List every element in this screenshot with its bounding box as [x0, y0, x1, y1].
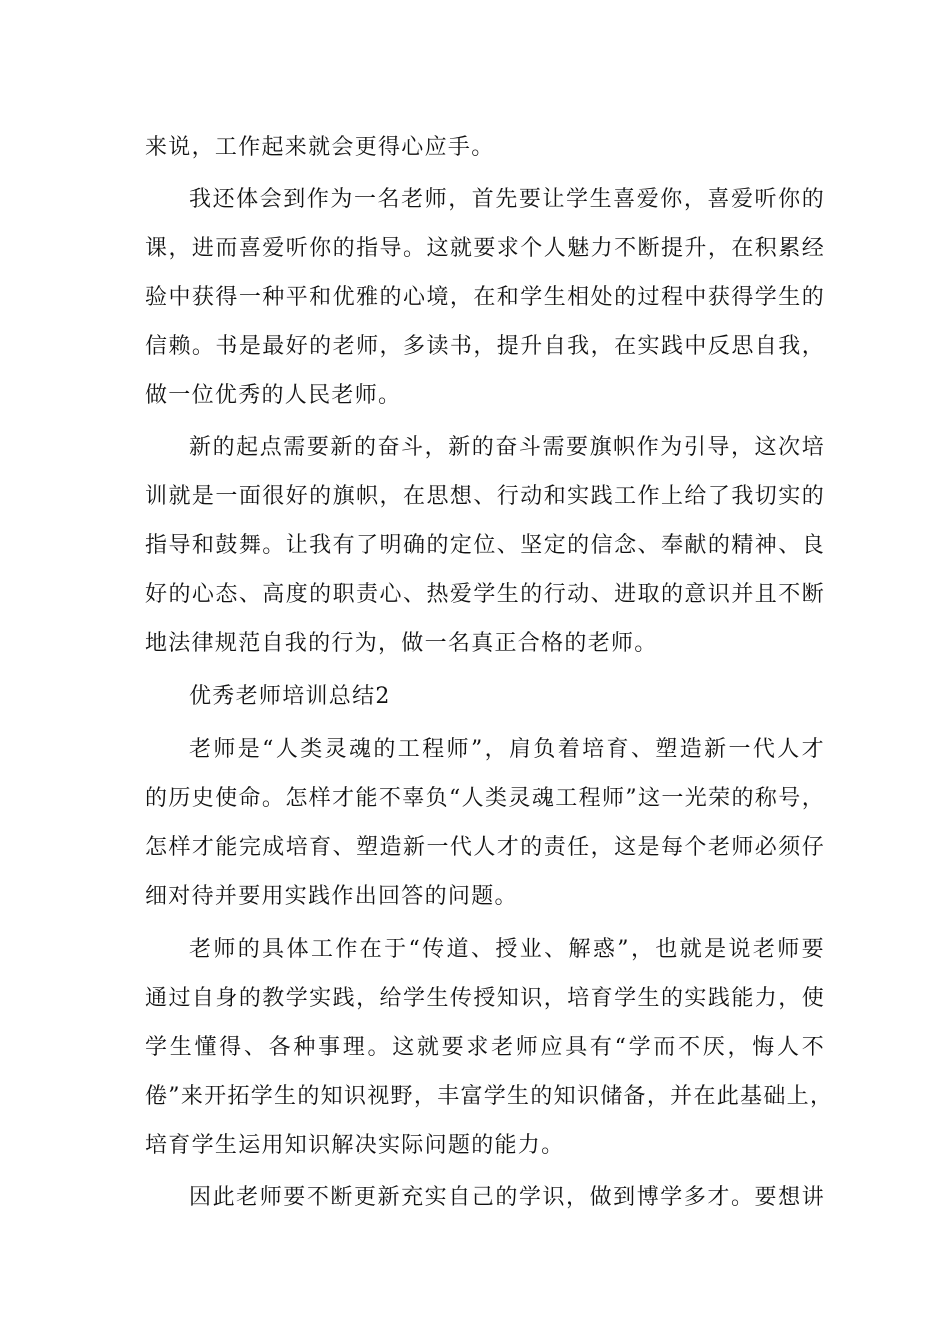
paragraph-first-line: 老师的具体工作在于“传道、授业、解惑”，也就是说老师要 — [189, 937, 825, 962]
text-line: 指导和鼓舞。让我有了明确的定位、坚定的信念、奉献的精神、良 — [145, 533, 825, 558]
text-line: 做一位优秀的人民老师。 — [145, 383, 402, 408]
text-line: 课，进而喜爱听你的指导。这就要求个人魅力不断提升，在积累经 — [145, 236, 825, 261]
text-line: 好的心态、高度的职责心、热爱学生的行动、进取的意识并且不断 — [145, 582, 825, 607]
text-line: 验中获得一种平和优雅的心境，在和学生相处的过程中获得学生的 — [145, 285, 825, 310]
text-line: 信赖。书是最好的老师，多读书，提升自我，在实践中反思自我， — [145, 334, 825, 359]
paragraph-first-line: 我还体会到作为一名老师，首先要让学生喜爱你，喜爱听你的 — [189, 187, 825, 212]
section-heading: 优秀老师培训总结2 — [189, 684, 391, 709]
text-line: 培育学生运用知识解决实际问题的能力。 — [145, 1133, 565, 1158]
text-line: 细对待并要用实践作出回答的问题。 — [145, 884, 518, 909]
text-line: 来说，工作起来就会更得心应手。 — [145, 135, 495, 160]
text-line: 地法律规范自我的行为，做一名真正合格的老师。 — [145, 631, 658, 656]
text-line: 通过自身的教学实践，给学生传授知识，培育学生的实践能力，使 — [145, 986, 825, 1011]
text-line: 训就是一面很好的旗帜，在思想、行动和实践工作上给了我切实的 — [145, 484, 825, 509]
text-line: 学生懂得、各种事理。这就要求老师应具有“学而不厌，悔人不 — [145, 1035, 825, 1060]
text-line: 的历史使命。怎样才能不辜负“人类灵魂工程师”这一光荣的称号， — [145, 786, 825, 811]
text-line: 怎样才能完成培育、塑造新一代人才的责任，这是每个老师必须仔 — [145, 835, 825, 860]
paragraph-first-line: 因此老师要不断更新充实自己的学识，做到博学多才。要想讲 — [189, 1185, 825, 1210]
text-line: 倦”来开拓学生的知识视野，丰富学生的知识储备，并在此基础上， — [145, 1084, 834, 1109]
paragraph-first-line: 新的起点需要新的奋斗，新的奋斗需要旗帜作为引导，这次培 — [189, 435, 825, 460]
paragraph-first-line: 老师是“人类灵魂的工程师”，肩负着培育、塑造新一代人才 — [189, 737, 825, 762]
